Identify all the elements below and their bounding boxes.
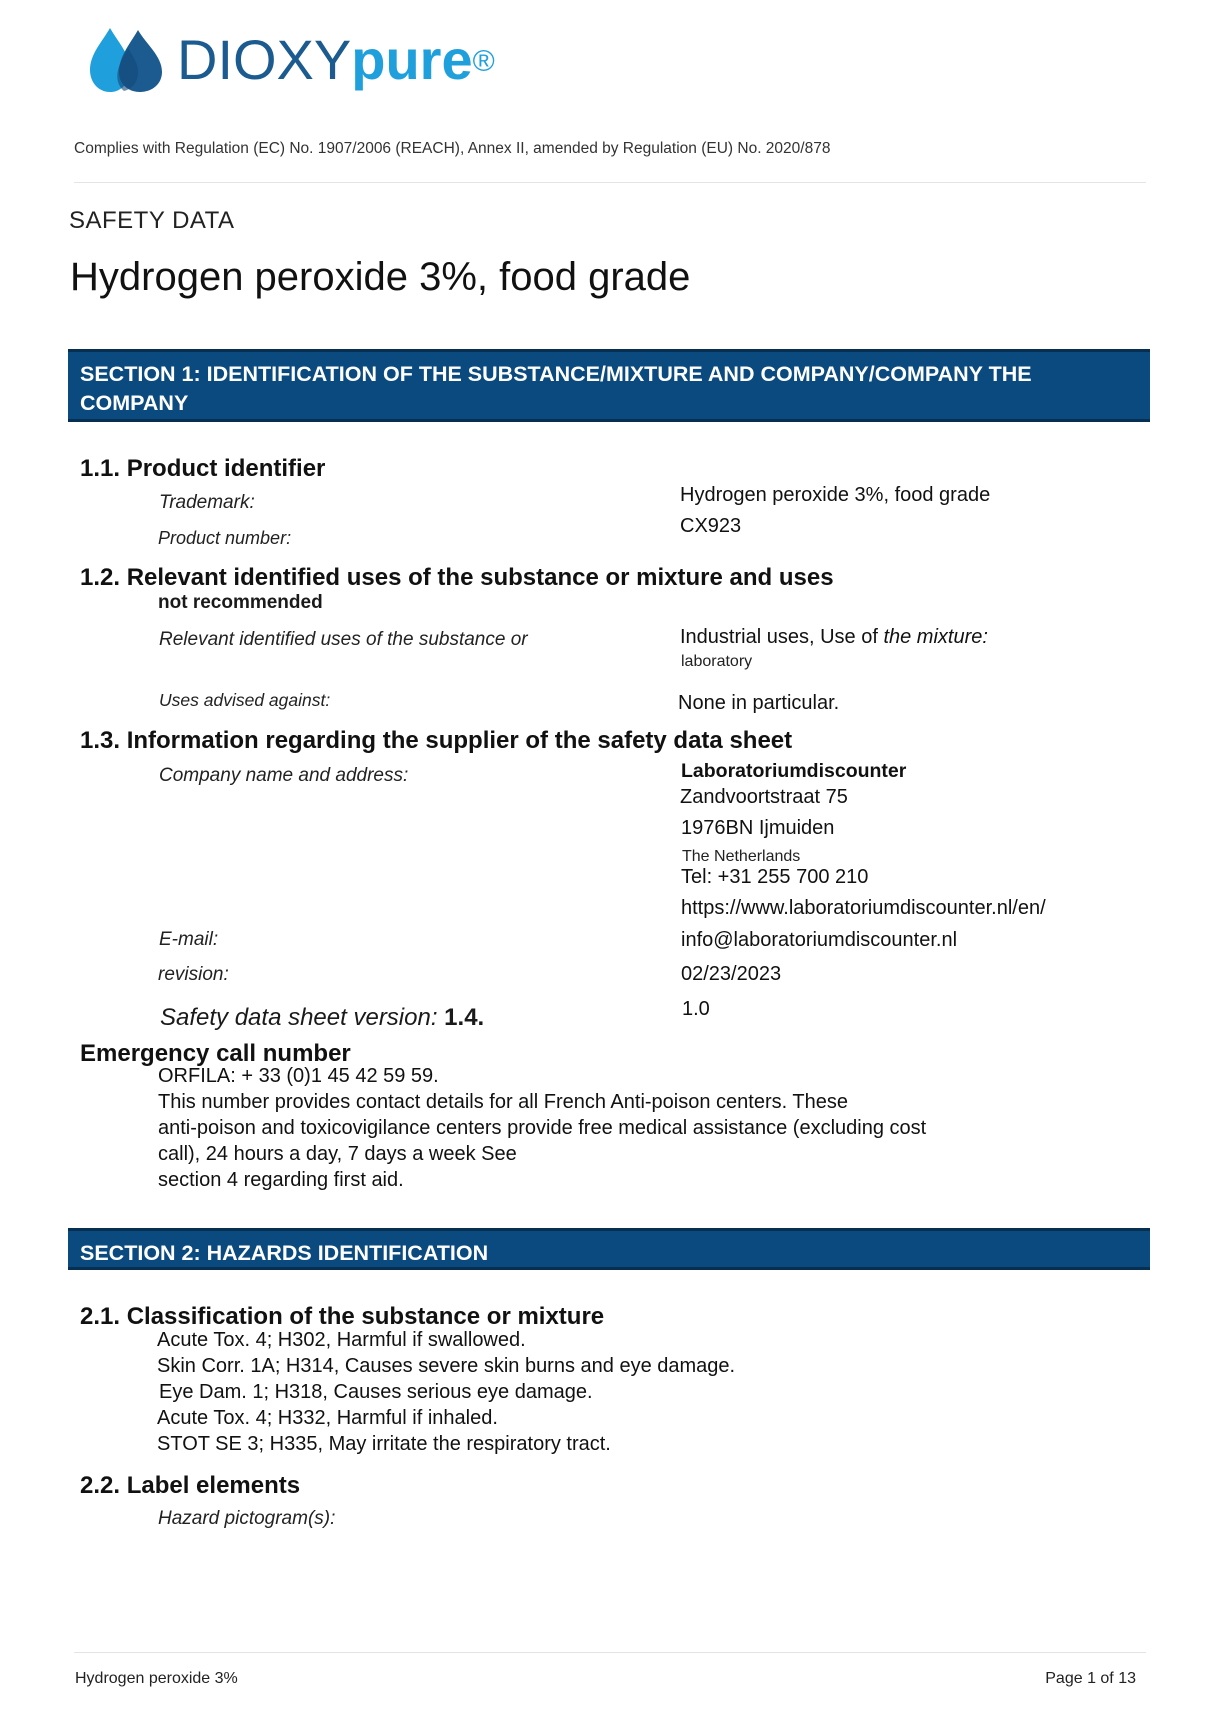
logo-text-dioxy: DIOXY	[177, 28, 352, 91]
classification-item: Skin Corr. 1A; H314, Causes severe skin burns and eye damage.	[157, 1355, 736, 1377]
identified-uses-label: Relevant identified uses of the substance or	[159, 629, 528, 650]
product-number-label: Product number:	[158, 528, 292, 548]
trademark-value: Hydrogen peroxide 3%, food grade	[680, 484, 991, 506]
document-kicker: SAFETY DATA	[69, 207, 235, 234]
company-tel: Tel: +31 255 700 210	[681, 866, 869, 888]
section-1-header: SECTION 1: IDENTIFICATION OF THE SUBSTANCE/MIXTURE AND COMPANY/COMPANY THE COMPANY	[68, 349, 1150, 422]
emergency-line: anti-poison and toxicovigilance centers provide free medical assistance (excluding cost	[158, 1117, 927, 1139]
regulation-line: Complies with Regulation (EC) No. 1907/2006 (REACH), Annex II, amended by Regulation (EU) No. 2020/878	[74, 140, 831, 157]
identified-uses-sub: laboratory	[681, 653, 753, 670]
section-2-header: SECTION 2: HAZARDS IDENTIFICATION	[68, 1228, 1150, 1270]
classification-item: Acute Tox. 4; H332, Harmful if inhaled.	[157, 1407, 498, 1429]
emergency-text	[158, 1063, 926, 1193]
classification-list	[157, 1327, 735, 1457]
footer-page-number: Page 1 of 13	[1045, 1670, 1136, 1687]
hazard-pictogram-label: Hazard pictogram(s):	[158, 1508, 336, 1529]
heading-1-1: 1.1. Product identifier	[80, 455, 326, 482]
classification-item: Eye Dam. 1; H318, Causes serious eye damage.	[159, 1381, 593, 1403]
classification-item: STOT SE 3; H335, May irritate the respiratory tract.	[157, 1433, 611, 1455]
email-link[interactable]: info@laboratoriumdiscounter.nl	[681, 929, 958, 951]
revision-value: 02/23/2023	[681, 963, 782, 985]
company-website-link[interactable]: https://www.laboratoriumdiscounter.nl/en/	[681, 897, 1046, 919]
heading-emergency: Emergency call number	[80, 1040, 351, 1067]
trademark-label: Trademark:	[159, 492, 255, 513]
company-label: Company name and address:	[159, 765, 409, 786]
footer-product-name: Hydrogen peroxide 3%	[75, 1670, 238, 1687]
logo-drops-icon	[88, 26, 168, 94]
sds-version-value: 1.0	[682, 998, 710, 1020]
heading-2-1: 2.1. Classification of the substance or mixture	[80, 1303, 605, 1330]
sds-version-label-text: Safety data sheet version:	[160, 1004, 445, 1031]
advised-against-value: None in particular.	[678, 692, 840, 714]
emergency-line: section 4 regarding first aid.	[158, 1169, 404, 1191]
brand-logo	[177, 28, 495, 92]
heading-1-2: 1.2. Relevant identified uses of the substance or mixture and uses	[80, 564, 834, 591]
email-label: E-mail:	[159, 929, 219, 950]
revision-label: revision:	[158, 964, 229, 985]
identified-uses-main: Industrial uses, Use of	[680, 626, 884, 648]
company-country: The Netherlands	[682, 848, 801, 865]
identified-uses-italic: the mixture:	[883, 626, 988, 648]
header-divider	[74, 182, 1146, 183]
identified-uses-value	[680, 626, 988, 649]
advised-against-label: Uses advised against:	[159, 690, 331, 710]
footer-divider	[74, 1652, 1146, 1653]
emergency-line: This number provides contact details for all French Anti-poison centers. These	[158, 1091, 848, 1113]
emergency-line: call), 24 hours a day, 7 days a week See	[158, 1143, 517, 1165]
heading-1-2-subheading: not recommended	[158, 592, 323, 613]
emergency-line: ORFILA: + 33 (0)1 45 42 59 59.	[158, 1065, 439, 1087]
sds-version-label-bold: 1.4.	[444, 1004, 485, 1031]
heading-1-3: 1.3. Information regarding the supplier of the safety data sheet	[80, 727, 793, 754]
product-number-value: CX923	[680, 515, 742, 537]
heading-2-2: 2.2. Label elements	[80, 1472, 301, 1499]
company-name: Laboratoriumdiscounter	[681, 760, 907, 782]
logo-text-pure: pure	[351, 28, 473, 91]
company-street: Zandvoortstraat 75	[680, 786, 848, 808]
sds-version-label	[160, 1004, 484, 1032]
classification-item: Acute Tox. 4; H302, Harmful if swallowed.	[157, 1329, 526, 1351]
document-title: Hydrogen peroxide 3%, food grade	[70, 255, 691, 299]
registered-mark: ®	[472, 45, 495, 78]
company-city: 1976BN Ijmuiden	[681, 817, 835, 839]
